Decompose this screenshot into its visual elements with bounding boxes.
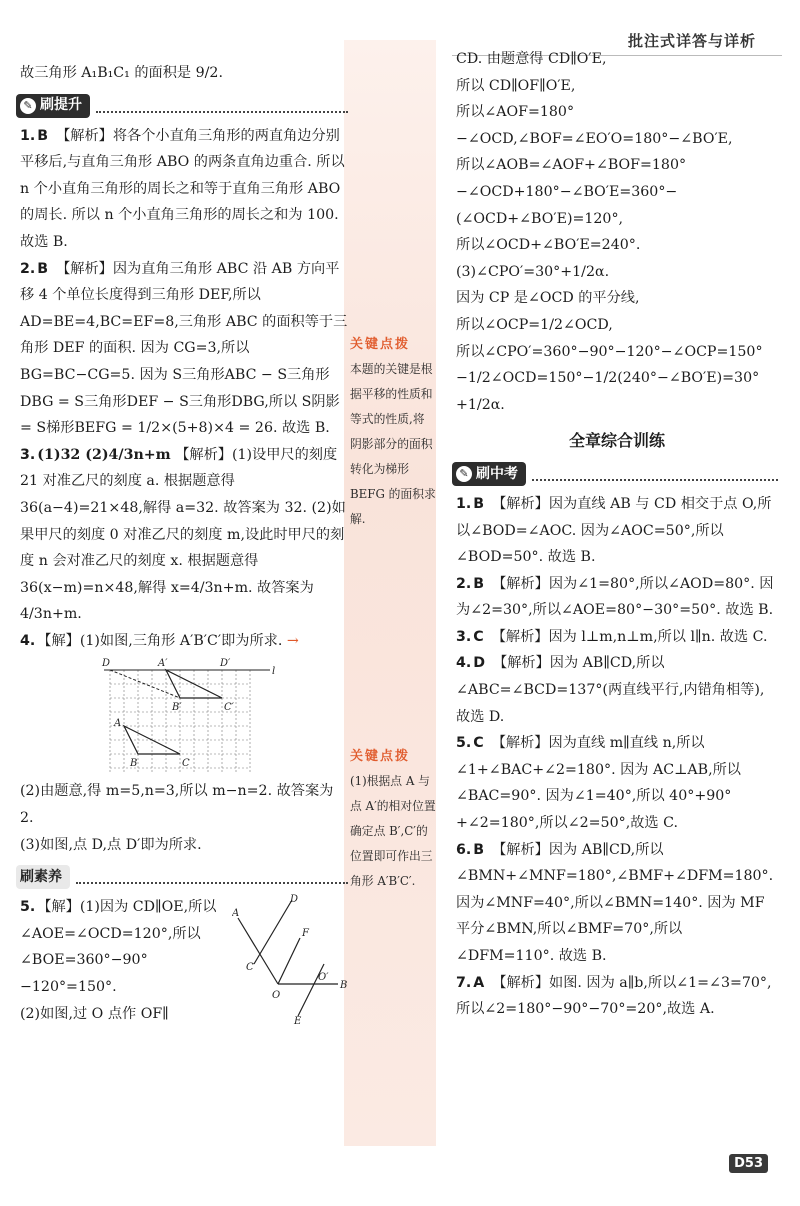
question-4: 4. 【解】(1)如图,三角形 A′B′C′即为所求. → (20, 632, 299, 649)
exam-item: 4. D 【解析】因为 AB∥CD,所以∠ABC=∠BCD=137°(两直线平行,内错角相等),故选 D. (456, 655, 765, 725)
svg-text:B: B (130, 758, 138, 770)
exam-item: 7. A 【解析】如图. 因为 a∥b,所以∠1=∠3=70°,所以∠2=180°−90°−70°=20°,故选 A. (456, 974, 772, 1018)
dotted-rule (532, 467, 778, 481)
svg-text:D: D (102, 658, 111, 670)
banner-shua-tisheng (16, 93, 348, 119)
svg-text:F: F (302, 928, 309, 940)
exam-item: 6. B 【解析】因为 AB∥CD,所以∠BMN+∠MNF=180°,∠BMF+∠DFM=180°. 因为∠MNF=40°,所以∠BMN=140°. 因为 MF 平分∠BMN,所以∠BMF=70°,所以∠DFM=110°. 故选 B. (456, 841, 774, 964)
tip-text: (1)根据点 A 与点 A′的相对位置确定点 B′,C′的位置即可作出三角形 A′B′C′. (350, 774, 436, 888)
exam-item: 3. C 【解析】因为 l⊥m,n⊥m,所以 l∥n. 故选 C. (456, 628, 768, 645)
svg-text:C: C (182, 758, 190, 770)
proof-line: 所以∠AOB=∠AOF+∠BOF=180°−∠OCD+180°−∠BO′E=360°−(∠OCD+∠BO′E)=120°, (456, 157, 687, 227)
left-column (20, 60, 348, 1027)
svg-text:E: E (294, 1016, 302, 1025)
dotted-rule (96, 99, 348, 113)
banner-badge: 刷素养 (16, 865, 70, 889)
svg-text:C: C (246, 962, 254, 974)
question-3: 3. (1)32 (2)4/3n+m 【解析】(1)设甲尺的刻度 21 对准乙尺的刻度 a. 根据题意得 36(a−4)=21×48,解得 a=32. 故答案为 32. (2)如果甲尺的刻度 0 对准乙尺的刻度 m,设此时甲尺的刻度 n 会对准乙尺的刻度 x. 根据题意得 36(x−m)=n×48,解得 x=4/3n+m. 故答案为 4/3n+m. (20, 446, 346, 623)
svg-text:B: B (340, 980, 348, 992)
page-number: D53 (729, 1154, 768, 1173)
question-1: 1. B 【解析】将各个小直角三角形的两直角边分别平移后,与直角三角形 ABO 的两条直角边重合. 所以 n 个小直角三角形的周长之和等于直角三角形 ABO 的周长. 所以 n 个小直角三角形的周长之和为 100. 故选 B. (20, 127, 345, 250)
exam-item: 2. B 【解析】因为∠1=80°,所以∠AOD=80°. 因为∠2=30°,所以∠AOE=80°−30°=50°. 故选 B. (456, 575, 774, 619)
exam-item: 1. B 【解析】因为直线 AB 与 CD 相交于点 O,所以∠BOD=∠AOC. 因为∠AOC=50°,所以∠BOD=50°. 故选 B. (456, 495, 772, 566)
pen-icon: ✎ (20, 98, 36, 114)
question-2: 2. B 【解析】因为直角三角形 ABC 沿 AB 方向平移 4 个单位长度得到三角形 DEF,所以 AD=BE=4,BC=EF=8,三角形 ABC 的面积等于三角形 DEF 的面积. 因为 CG=3,所以 BG=BC−CG=5. 因为 S三角形ABC − S三角形DBG = S三角形DEF − S三角形DBG,所以 S阴影 = S梯形BEFG = 1/2×(5+8)×4 = 26. 故选 B. (20, 260, 348, 437)
tip-title: 关键点拨 (350, 749, 411, 764)
question-5: 5. 【解】(1)因为 CD∥OE,所以∠AOE=∠OCD=120°,所以∠BOE=360°−90°−120°=150°. (2)如图,过 O 点作 OF∥ (20, 899, 217, 1022)
svg-text:A′: A′ (158, 658, 168, 670)
svg-text:D′: D′ (220, 658, 231, 670)
svg-text:B′: B′ (172, 702, 182, 714)
tip-box-1 (350, 332, 436, 532)
svg-text:D: D (290, 894, 299, 906)
proof-line: 所以∠OCP=1/2∠OCD, (456, 316, 613, 333)
grid-figure (100, 656, 280, 776)
header-title: 批注式详答与详析 (627, 32, 756, 50)
proof-line: 所以∠AOF=180°−∠OCD,∠BOF=∠EO′O=180°−∠BO′E, (456, 104, 733, 147)
section-title: 全章综合训练 (568, 431, 665, 451)
svg-text:C′: C′ (224, 702, 234, 714)
proof-line: CD. 由题意得 CD∥O′E, (456, 51, 607, 67)
svg-text:A: A (232, 908, 240, 920)
svg-text:A: A (114, 718, 122, 730)
banner-badge: ✎ 刷中考 (452, 462, 526, 486)
tip-text: 本题的关键是根据平移的性质和等式的性质,将阴影部分的面积转化为梯形 BEFG 的面积求解. (350, 362, 436, 526)
question-4-part2: (2)由题意,得 m=5,n=3,所以 m−n=2. 故答案为 2. (20, 783, 334, 827)
right-column (456, 46, 778, 1023)
tip-title: 关键点拨 (350, 337, 411, 352)
svg-text:O′: O′ (318, 972, 329, 984)
arrow-icon: → (286, 632, 299, 649)
proof-line: (3)∠CPO′=30°+1/2α. (456, 263, 610, 280)
proof-line: 所以 CD∥OF∥O′E, (456, 77, 576, 94)
question-4-part3: (3)如图,点 D,点 D′即为所求. (20, 836, 202, 853)
tip-box-2 (350, 744, 436, 894)
pen-icon: ✎ (456, 466, 472, 482)
dotted-rule (76, 870, 348, 884)
banner-badge: ✎ 刷提升 (16, 94, 90, 118)
exam-item: 5. C 【解析】因为直线 m∥直线 n,所以∠1+∠BAC+∠2=180°. 因为 AC⊥AB,所以∠BAC=90°. 因为∠1=40°,所以 40°+90°+∠2=180°,所以∠2=50°,故选 C. (456, 735, 741, 832)
angle-figure (232, 894, 348, 1024)
svg-text:l: l (272, 666, 276, 678)
banner-shua-suyang (16, 864, 348, 890)
banner-shua-zhongkao (452, 461, 778, 487)
svg-text:O: O (272, 990, 281, 1002)
question-5-block (20, 894, 348, 1027)
proof-line: 所以∠OCD+∠BO′E=240°. (456, 237, 641, 254)
proof-line: 因为 CP 是∠OCD 的平分线, (456, 290, 640, 307)
proof-line: 所以∠CPO′=360°−90°−120°−∠OCP=150°−1/2∠OCD=150°−1/2(240°−∠BO′E)=30°+1/2α. (456, 343, 763, 413)
carry-over-line: 故三角形 A₁B₁C₁ 的面积是 9/2. (20, 65, 223, 81)
margin-note-column (344, 40, 436, 1146)
